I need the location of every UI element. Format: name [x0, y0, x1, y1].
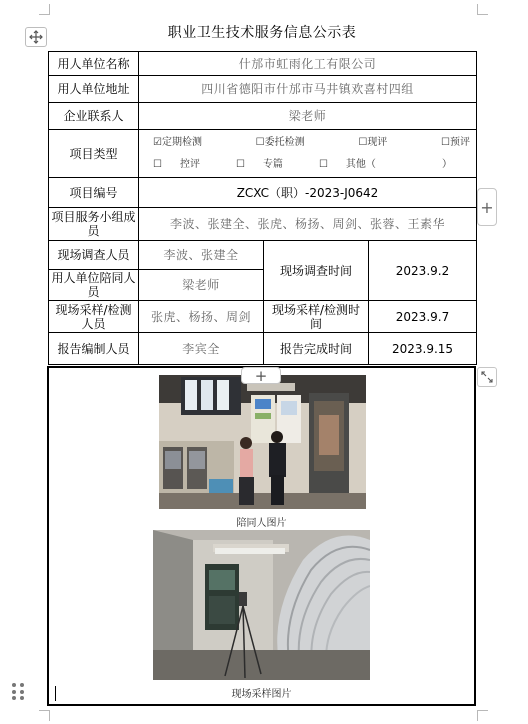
checkbox-icon[interactable]: ☐: [441, 136, 450, 148]
table-move-handle[interactable]: [25, 27, 47, 47]
sampling-time-label: 现场采样/检测时间: [264, 301, 369, 333]
sampling-photo-caption: 现场采样图片: [231, 689, 292, 700]
table-row: [49, 52, 477, 76]
survey-time-value[interactable]: 2023.9.2: [369, 241, 477, 301]
option-pre-eval[interactable]: ☐预评: [441, 136, 470, 148]
expand-icon: [481, 371, 493, 383]
accompany-value[interactable]: 梁老师: [139, 270, 264, 301]
survey-staff-label: 现场调查人员: [49, 241, 139, 270]
table-row: [49, 76, 477, 103]
option-periodic[interactable]: ☑定期检测: [153, 136, 202, 148]
option-commissioned[interactable]: ☐委托检测: [255, 136, 305, 148]
add-row-button[interactable]: [241, 367, 281, 384]
page-corner-mark: [477, 710, 488, 721]
table-row: [49, 130, 477, 178]
sampling-photo[interactable]: [153, 530, 370, 680]
checkbox-icon[interactable]: ☐: [318, 158, 328, 170]
project-no-label: 项目编号: [49, 178, 139, 208]
contact-value[interactable]: 梁老师: [139, 103, 477, 130]
page-corner-mark: [39, 710, 50, 721]
employer-address-value[interactable]: 四川省德阳市什邡市马井镇欢喜村四组: [139, 76, 477, 103]
plus-icon: +: [254, 366, 268, 385]
report-time-value[interactable]: 2023.9.15: [369, 333, 477, 365]
page-corner-mark: [477, 4, 488, 15]
table-row: [49, 241, 477, 270]
table-row: [49, 301, 477, 333]
project-no-value[interactable]: ZCXC（职）-2023-J0642: [139, 178, 477, 208]
text-cursor: [55, 686, 56, 701]
employer-name-label: 用人单位名称: [49, 52, 139, 76]
project-type-label: 项目类型: [49, 130, 139, 178]
project-type-options: [139, 130, 477, 178]
accompany-photo[interactable]: [159, 375, 366, 509]
report-time-label: 报告完成时间: [264, 333, 369, 365]
report-staff-label: 报告编制人员: [49, 333, 139, 365]
photo-cell[interactable]: [47, 366, 476, 706]
accompany-label: 用人单位陪同人员: [49, 270, 139, 301]
checkbox-icon[interactable]: ☐: [153, 158, 162, 170]
option-other[interactable]: ☐ 其他（ ）: [319, 157, 470, 173]
option-special[interactable]: ☐ 专篇: [235, 158, 283, 170]
add-column-button[interactable]: [477, 188, 497, 226]
survey-time-label: 现场调查时间: [264, 241, 369, 301]
checkbox-icon[interactable]: ☐: [235, 158, 245, 170]
employer-address-label: 用人单位地址: [49, 76, 139, 103]
sampling-staff-value[interactable]: 张虎、杨扬、周剑: [139, 301, 264, 333]
sampling-photo-image: [153, 530, 370, 680]
page-corner-mark: [39, 4, 50, 15]
table-row: [49, 103, 477, 130]
option-control-eval[interactable]: ☐ 控评: [153, 158, 200, 170]
info-table: [48, 51, 477, 365]
other-close-paren: ）: [442, 158, 453, 170]
sampling-staff-label: 现场采样/检测人员: [49, 301, 139, 333]
report-staff-value[interactable]: 李宾全: [139, 333, 264, 365]
table-row: [49, 208, 477, 241]
document-title: 职业卫生技术服务信息公示表: [167, 25, 357, 41]
survey-staff-value[interactable]: 李波、张建全: [139, 241, 264, 270]
table-row: [49, 333, 477, 365]
plus-icon: +: [480, 197, 494, 217]
accompany-photo-image: [159, 375, 366, 509]
sampling-time-value[interactable]: 2023.9.7: [369, 301, 477, 333]
employer-name-value[interactable]: 什邡市虹雨化工有限公司: [139, 52, 477, 76]
table-row: [49, 178, 477, 208]
drag-handle-icon[interactable]: [12, 683, 26, 701]
team-label: 项目服务小组成员: [49, 208, 139, 241]
checkbox-checked-icon[interactable]: ☑: [153, 136, 162, 148]
contact-label: 企业联系人: [49, 103, 139, 130]
table-resize-button[interactable]: [477, 367, 497, 387]
team-value[interactable]: 李波、张建全、张虎、杨扬、周剑、张蓉、王素华: [139, 208, 477, 241]
checkbox-icon[interactable]: ☐: [358, 136, 368, 148]
move-icon: [29, 30, 43, 44]
accompany-photo-caption: 陪同人图片: [236, 518, 287, 529]
option-current-eval[interactable]: ☐现评: [358, 136, 388, 148]
checkbox-icon[interactable]: ☐: [255, 136, 265, 148]
